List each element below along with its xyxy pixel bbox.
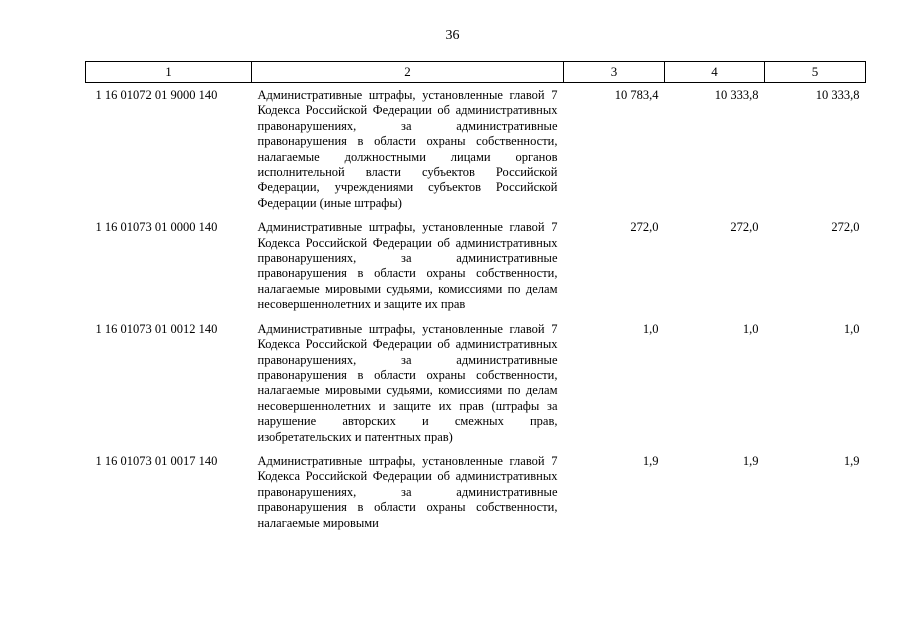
table-row: [86, 83, 866, 216]
income-description: Административные штрафы, установленные главой 7 Кодекса Российской Федерации об административных правонарушениях, за административные правонарушения в области охраны собственности, налагаемые мировыми: [257, 453, 558, 530]
column-header-1: 1: [86, 62, 252, 83]
budget-table: [85, 61, 866, 535]
amount-col4: 1,9: [742, 453, 759, 468]
table-row: [86, 317, 866, 449]
income-description: Административные штрафы, установленные главой 7 Кодекса Российской Федерации об административных правонарушениях, за административные правонарушения в области охраны собственности, налагаемые мировыми судьями, комиссиями по делам несовершеннолетних и защите их прав (штрафы за нарушение авторских и смежных прав, изобретательских и патентных прав): [257, 321, 558, 444]
column-header-4: 4: [665, 62, 765, 83]
amount-col3: 10 783,4: [614, 88, 659, 102]
amount-col5: 272,0: [831, 220, 860, 235]
column-header-2: 2: [252, 62, 564, 83]
amount-col3: 1,0: [642, 321, 659, 336]
amount-col4: 10 333,8: [714, 88, 759, 102]
income-description: Административные штрафы, установленные главой 7 Кодекса Российской Федерации об административных правонарушениях, за административные правонарушения в области охраны собственности, налагаемые должностными лицами органов исполнительной власти субъектов Российской Федерации, учреждениями субъектов Российской Федерации (иные штрафы): [257, 88, 558, 210]
income-description: Административные штрафы, установленные главой 7 Кодекса Российской Федерации об административных правонарушениях, за административные правонарушения в области охраны собственности, налагаемые мировыми судьями, комиссиями по делам несовершеннолетних и защите их прав: [257, 220, 558, 312]
amount-col3: 1,9: [642, 453, 659, 468]
income-code: 1 16 01073 01 0000 140: [95, 220, 218, 235]
amount-col5: 1,9: [843, 453, 860, 468]
income-code: 1 16 01072 01 9000 140: [95, 88, 218, 102]
amount-col5: 1,0: [843, 321, 860, 336]
table-header-row: [86, 62, 866, 83]
table-row: [86, 215, 866, 316]
page-number: 36: [445, 28, 460, 43]
income-code: 1 16 01073 01 0012 140: [95, 321, 218, 336]
amount-col4: 1,0: [742, 321, 759, 336]
income-code: 1 16 01073 01 0017 140: [95, 453, 218, 468]
amount-col3: 272,0: [630, 220, 659, 235]
table-row: [86, 449, 866, 535]
amount-col5: 10 333,8: [815, 88, 860, 102]
column-header-3: 3: [564, 62, 665, 83]
column-header-5: 5: [765, 62, 866, 83]
amount-col4: 272,0: [730, 220, 759, 235]
